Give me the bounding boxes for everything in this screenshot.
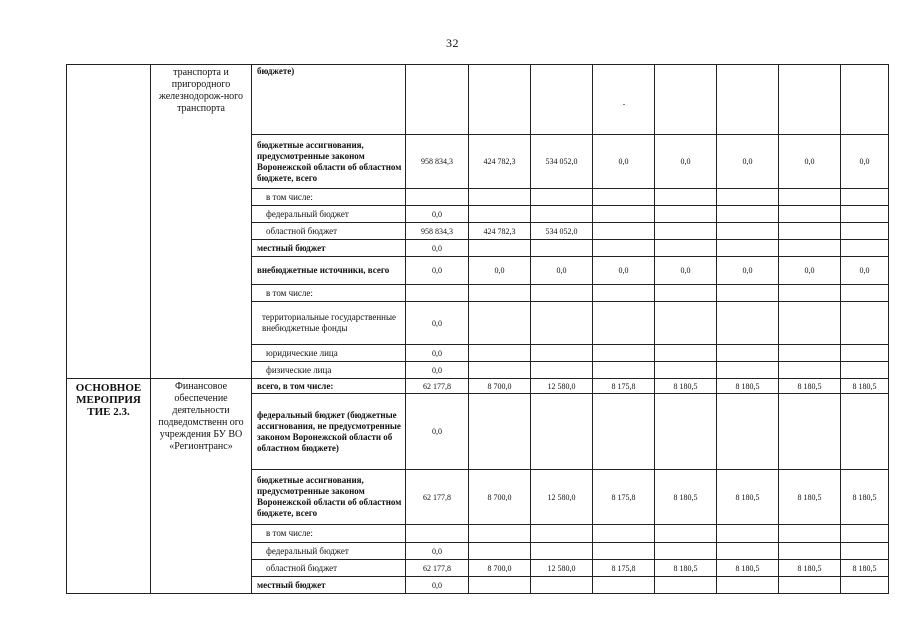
value-cell (469, 543, 531, 560)
value-cell (655, 345, 717, 362)
value-cell (593, 189, 655, 206)
value-cell (717, 394, 779, 470)
value-cell: 8 180,5 (655, 560, 717, 577)
value-cell (593, 240, 655, 257)
value-cell: 8 700,0 (469, 470, 531, 525)
row-label: местный бюджет (252, 577, 406, 594)
value-cell: 0,0 (406, 394, 469, 470)
value-cell (841, 394, 889, 470)
value-cell (841, 189, 889, 206)
value-cell (655, 302, 717, 345)
value-cell: 0,0 (406, 345, 469, 362)
value-cell (469, 394, 531, 470)
value-cell (469, 65, 531, 135)
row-label: федеральный бюджет (бюджетные ассигнования, не предусмотренные законом Воронежской области об областном бюджете) (252, 394, 406, 470)
value-cell (717, 362, 779, 379)
value-cell (655, 189, 717, 206)
value-cell (841, 223, 889, 240)
value-cell (593, 362, 655, 379)
row-label: внебюджетные источники, всего (252, 257, 406, 285)
value-cell (593, 302, 655, 345)
value-cell (779, 223, 841, 240)
value-cell: 0,0 (841, 257, 889, 285)
value-cell: 958 834,3 (406, 223, 469, 240)
value-cell: 8 180,5 (717, 560, 779, 577)
row-label: бюджете) (252, 65, 406, 135)
table-row (67, 379, 889, 394)
value-cell (655, 240, 717, 257)
value-cell (779, 240, 841, 257)
value-cell: 12 580,0 (531, 379, 593, 394)
value-cell (655, 223, 717, 240)
row-label: областной бюджет (252, 223, 406, 240)
value-cell (717, 345, 779, 362)
value-cell (593, 285, 655, 302)
value-cell (841, 362, 889, 379)
value-cell: 0,0 (406, 302, 469, 345)
program-name-cell: транспорта и пригородного железнодорож-ного транспорта (151, 65, 252, 379)
value-cell: 8 180,5 (779, 470, 841, 525)
value-cell (531, 525, 593, 543)
value-cell (779, 345, 841, 362)
value-cell (406, 285, 469, 302)
value-cell: 424 782,3 (469, 135, 531, 189)
value-cell (717, 285, 779, 302)
value-cell: 62 177,8 (406, 470, 469, 525)
value-cell: 12 580,0 (531, 560, 593, 577)
measure-name-cell: Финансовое обеспечение деятельности подведомственн ого учреждения БУ ВО «Регионтранс» (151, 379, 252, 594)
value-cell (779, 362, 841, 379)
row-label: местный бюджет (252, 240, 406, 257)
value-cell: 0,0 (406, 257, 469, 285)
value-cell (531, 302, 593, 345)
value-cell (406, 189, 469, 206)
value-cell (593, 577, 655, 594)
value-cell (717, 189, 779, 206)
value-cell (779, 394, 841, 470)
value-cell: 0,0 (779, 257, 841, 285)
value-cell (655, 525, 717, 543)
value-cell (593, 394, 655, 470)
value-cell: 534 052,0 (531, 223, 593, 240)
value-cell: 62 177,8 (406, 560, 469, 577)
value-cell: 534 052,0 (531, 135, 593, 189)
value-cell: 0,0 (593, 257, 655, 285)
value-cell: 8 180,5 (779, 560, 841, 577)
row-label: бюджетные ассигнования, предусмотренные законом Воронежской области об областном бюджете, всего (252, 470, 406, 525)
value-cell: 8 175,8 (593, 379, 655, 394)
value-cell: 12 580,0 (531, 470, 593, 525)
value-cell: 8 175,8 (593, 560, 655, 577)
value-cell (841, 240, 889, 257)
value-cell: 0,0 (717, 257, 779, 285)
value-cell (655, 206, 717, 223)
value-cell (531, 285, 593, 302)
value-cell (841, 65, 889, 135)
row-label: бюджетные ассигнования, предусмотренные законом Воронежской области об областном бюджете, всего (252, 135, 406, 189)
value-cell (469, 240, 531, 257)
value-cell: 0,0 (655, 135, 717, 189)
value-cell (841, 302, 889, 345)
budget-table (66, 64, 889, 594)
value-cell: 424 782,3 (469, 223, 531, 240)
value-cell (779, 285, 841, 302)
value-cell: 958 834,3 (406, 135, 469, 189)
row-label: областной бюджет (252, 560, 406, 577)
value-cell (469, 525, 531, 543)
value-cell (531, 345, 593, 362)
value-cell (469, 206, 531, 223)
value-cell (655, 285, 717, 302)
value-cell (841, 345, 889, 362)
value-cell: 8 180,5 (717, 470, 779, 525)
value-cell (593, 525, 655, 543)
value-cell: 0,0 (406, 362, 469, 379)
row-label: территориальные государственные внебюджетные фонды (252, 302, 406, 345)
value-cell (779, 577, 841, 594)
value-cell: 8 180,5 (841, 470, 889, 525)
value-cell (779, 65, 841, 135)
value-cell (531, 65, 593, 135)
value-cell (717, 65, 779, 135)
value-cell: 8 180,5 (779, 379, 841, 394)
row-label: всего, в том числе: (252, 379, 406, 394)
row-label: физические лица (252, 362, 406, 379)
value-cell (406, 525, 469, 543)
value-cell (841, 577, 889, 594)
value-cell (655, 65, 717, 135)
value-cell (717, 543, 779, 560)
row-label: юридические лица (252, 345, 406, 362)
value-cell (779, 543, 841, 560)
value-cell: 8 180,5 (655, 470, 717, 525)
value-cell (717, 240, 779, 257)
value-cell (779, 189, 841, 206)
value-cell (593, 206, 655, 223)
value-cell: 0,0 (717, 135, 779, 189)
value-cell (531, 394, 593, 470)
value-cell: 8 180,5 (717, 379, 779, 394)
value-cell: 0,0 (593, 135, 655, 189)
value-cell: 0,0 (406, 206, 469, 223)
row-label: в том числе: (252, 525, 406, 543)
value-cell: 8 700,0 (469, 560, 531, 577)
value-cell (841, 543, 889, 560)
value-cell (469, 285, 531, 302)
value-cell (655, 362, 717, 379)
stray-mark (623, 104, 625, 105)
value-cell (469, 577, 531, 594)
value-cell (469, 302, 531, 345)
value-cell: 8 180,5 (841, 560, 889, 577)
value-cell (469, 345, 531, 362)
table-row (67, 65, 889, 135)
value-cell: 0,0 (406, 577, 469, 594)
value-cell: 0,0 (841, 135, 889, 189)
row-label: федеральный бюджет (252, 206, 406, 223)
value-cell: 62 177,8 (406, 379, 469, 394)
value-cell (655, 543, 717, 560)
value-cell (841, 206, 889, 223)
value-cell (469, 362, 531, 379)
value-cell (717, 525, 779, 543)
value-cell (841, 285, 889, 302)
value-cell (593, 65, 655, 135)
value-cell: 0,0 (531, 257, 593, 285)
value-cell: 8 175,8 (593, 470, 655, 525)
value-cell (406, 65, 469, 135)
value-cell (531, 577, 593, 594)
value-cell (717, 223, 779, 240)
value-cell: 0,0 (779, 135, 841, 189)
program-code-cell (67, 65, 151, 379)
row-label: в том числе: (252, 189, 406, 206)
value-cell: 8 180,5 (841, 379, 889, 394)
value-cell: 8 700,0 (469, 379, 531, 394)
value-cell (717, 302, 779, 345)
value-cell (593, 223, 655, 240)
value-cell (655, 577, 717, 594)
value-cell (655, 394, 717, 470)
row-label: федеральный бюджет (252, 543, 406, 560)
row-label: в том числе: (252, 285, 406, 302)
page-number: 32 (446, 36, 459, 50)
value-cell (531, 543, 593, 560)
value-cell (531, 362, 593, 379)
value-cell (531, 240, 593, 257)
value-cell: 0,0 (406, 543, 469, 560)
value-cell (779, 206, 841, 223)
measure-code-cell: ОСНОВНОЕ МЕРОПРИЯ ТИЕ 2.3. (67, 379, 151, 594)
value-cell (593, 345, 655, 362)
value-cell (779, 525, 841, 543)
value-cell: 0,0 (469, 257, 531, 285)
value-cell (593, 543, 655, 560)
value-cell: 0,0 (406, 240, 469, 257)
value-cell: 8 180,5 (655, 379, 717, 394)
value-cell: 0,0 (655, 257, 717, 285)
value-cell (717, 577, 779, 594)
value-cell (531, 189, 593, 206)
value-cell (469, 189, 531, 206)
value-cell (779, 302, 841, 345)
value-cell (717, 206, 779, 223)
value-cell (841, 525, 889, 543)
value-cell (531, 206, 593, 223)
